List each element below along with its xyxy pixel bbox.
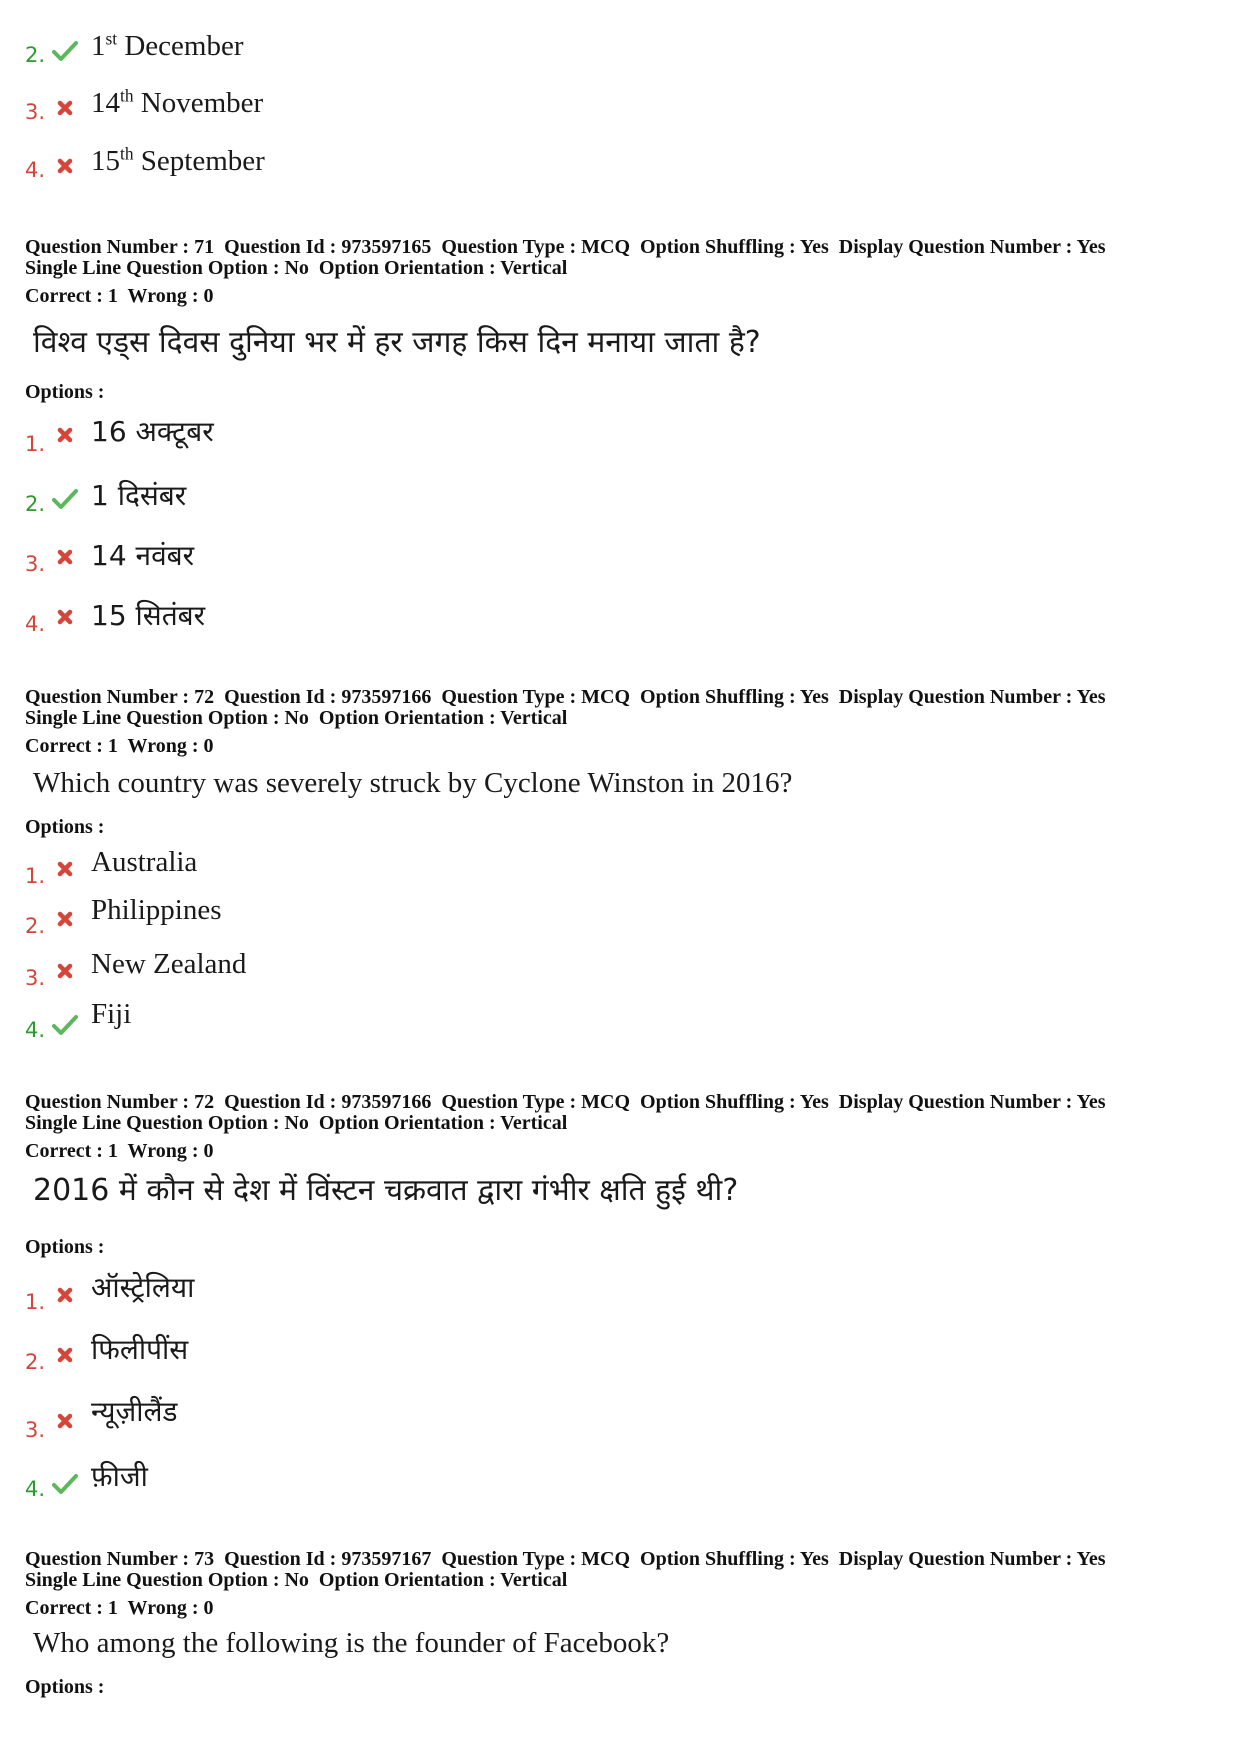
question-text: Which country was severely struck by Cyclone Winston in 2016?	[33, 767, 793, 799]
cross-icon	[52, 1410, 78, 1432]
option-item	[0, 1268, 700, 1318]
question-text: Who among the following is the founder of Facebook?	[33, 1627, 670, 1659]
option-text: 1st December	[91, 28, 244, 62]
check-icon	[52, 1473, 78, 1495]
check-icon	[52, 40, 78, 62]
cross-icon	[52, 155, 78, 177]
option-number: 3.	[25, 1418, 46, 1442]
option-text: फिलीपींस	[91, 1333, 189, 1366]
question-meta: Single Line Question Option : No Option Orientation : Vertical	[25, 257, 568, 279]
option-number: 3.	[25, 552, 46, 576]
option-number: 2.	[25, 1350, 46, 1374]
question-text: विश्व एड्स दिवस दुनिया भर में हर जगह किस दिन मनाया जाता है?	[33, 325, 761, 360]
question-meta: Question Number : 71 Question Id : 973597165 Question Type : MCQ Option Shuffling : Yes Display Question Number : Yes	[25, 236, 1106, 258]
options-label: Options :	[25, 381, 105, 403]
option-number: 4.	[25, 1477, 46, 1501]
option-item	[0, 1000, 700, 1050]
option-number: 1.	[25, 864, 46, 888]
option-item	[0, 1455, 700, 1505]
option-item	[0, 410, 700, 460]
question-meta: Single Line Question Option : No Option Orientation : Vertical	[25, 707, 568, 729]
option-number: 1.	[25, 1290, 46, 1314]
options-label: Options :	[25, 1676, 105, 1698]
option-item	[0, 30, 700, 80]
option-text: Philippines	[91, 894, 222, 926]
option-text: Fiji	[91, 998, 132, 1030]
question-meta: Single Line Question Option : No Option Orientation : Vertical	[25, 1569, 568, 1591]
check-icon	[52, 1014, 78, 1036]
option-number: 2.	[25, 492, 46, 516]
option-text: 1 दिसंबर	[91, 479, 187, 512]
cross-icon	[52, 1344, 78, 1366]
options-label: Options :	[25, 1236, 105, 1258]
option-number: 1.	[25, 432, 46, 456]
cross-icon	[52, 546, 78, 568]
score-meta: Correct : 1 Wrong : 0	[25, 735, 214, 757]
option-text: Australia	[91, 846, 198, 878]
option-number: 4.	[25, 158, 46, 182]
cross-icon	[52, 606, 78, 628]
option-item	[0, 1392, 700, 1442]
cross-icon	[52, 424, 78, 446]
score-meta: Correct : 1 Wrong : 0	[25, 1597, 214, 1619]
option-item	[0, 530, 700, 580]
options-label: Options :	[25, 816, 105, 838]
option-text: 14th November	[91, 85, 264, 119]
option-text: 15th September	[91, 143, 265, 177]
option-number: 3.	[25, 966, 46, 990]
option-text: ऑस्ट्रेलिया	[91, 1271, 195, 1304]
score-meta: Correct : 1 Wrong : 0	[25, 1140, 214, 1162]
option-text: New Zealand	[91, 948, 247, 980]
question-meta: Question Number : 72 Question Id : 973597166 Question Type : MCQ Option Shuffling : Yes Display Question Number : Yes	[25, 1091, 1106, 1113]
question-meta: Question Number : 72 Question Id : 973597166 Question Type : MCQ Option Shuffling : Yes Display Question Number : Yes	[25, 686, 1106, 708]
option-text: फ़ीजी	[91, 1460, 148, 1493]
check-icon	[52, 488, 78, 510]
option-item	[0, 1328, 700, 1378]
question-meta: Question Number : 73 Question Id : 973597167 Question Type : MCQ Option Shuffling : Yes Display Question Number : Yes	[25, 1548, 1106, 1570]
question-text: 2016 में कौन से देश में विंस्टन चक्रवात द्वारा गंभीर क्षति हुई थी?	[33, 1173, 739, 1208]
option-number: 4.	[25, 612, 46, 636]
cross-icon	[52, 908, 78, 930]
option-item	[0, 948, 700, 998]
cross-icon	[52, 960, 78, 982]
cross-icon	[52, 97, 78, 119]
option-number: 2.	[25, 43, 46, 67]
option-item	[0, 145, 700, 195]
option-text: 15 सितंबर	[91, 599, 206, 632]
option-text: न्यूज़ीलैंड	[91, 1395, 178, 1428]
option-item	[0, 896, 700, 946]
option-text: 14 नवंबर	[91, 539, 195, 572]
option-item	[0, 87, 700, 137]
option-item	[0, 590, 700, 640]
option-item	[0, 846, 700, 896]
option-text: 16 अक्टूबर	[91, 415, 214, 448]
option-number: 4.	[25, 1018, 46, 1042]
cross-icon	[52, 858, 78, 880]
option-item	[0, 470, 700, 520]
option-number: 2.	[25, 914, 46, 938]
cross-icon	[52, 1284, 78, 1306]
option-number: 3.	[25, 100, 46, 124]
score-meta: Correct : 1 Wrong : 0	[25, 285, 214, 307]
question-meta: Single Line Question Option : No Option Orientation : Vertical	[25, 1112, 568, 1134]
